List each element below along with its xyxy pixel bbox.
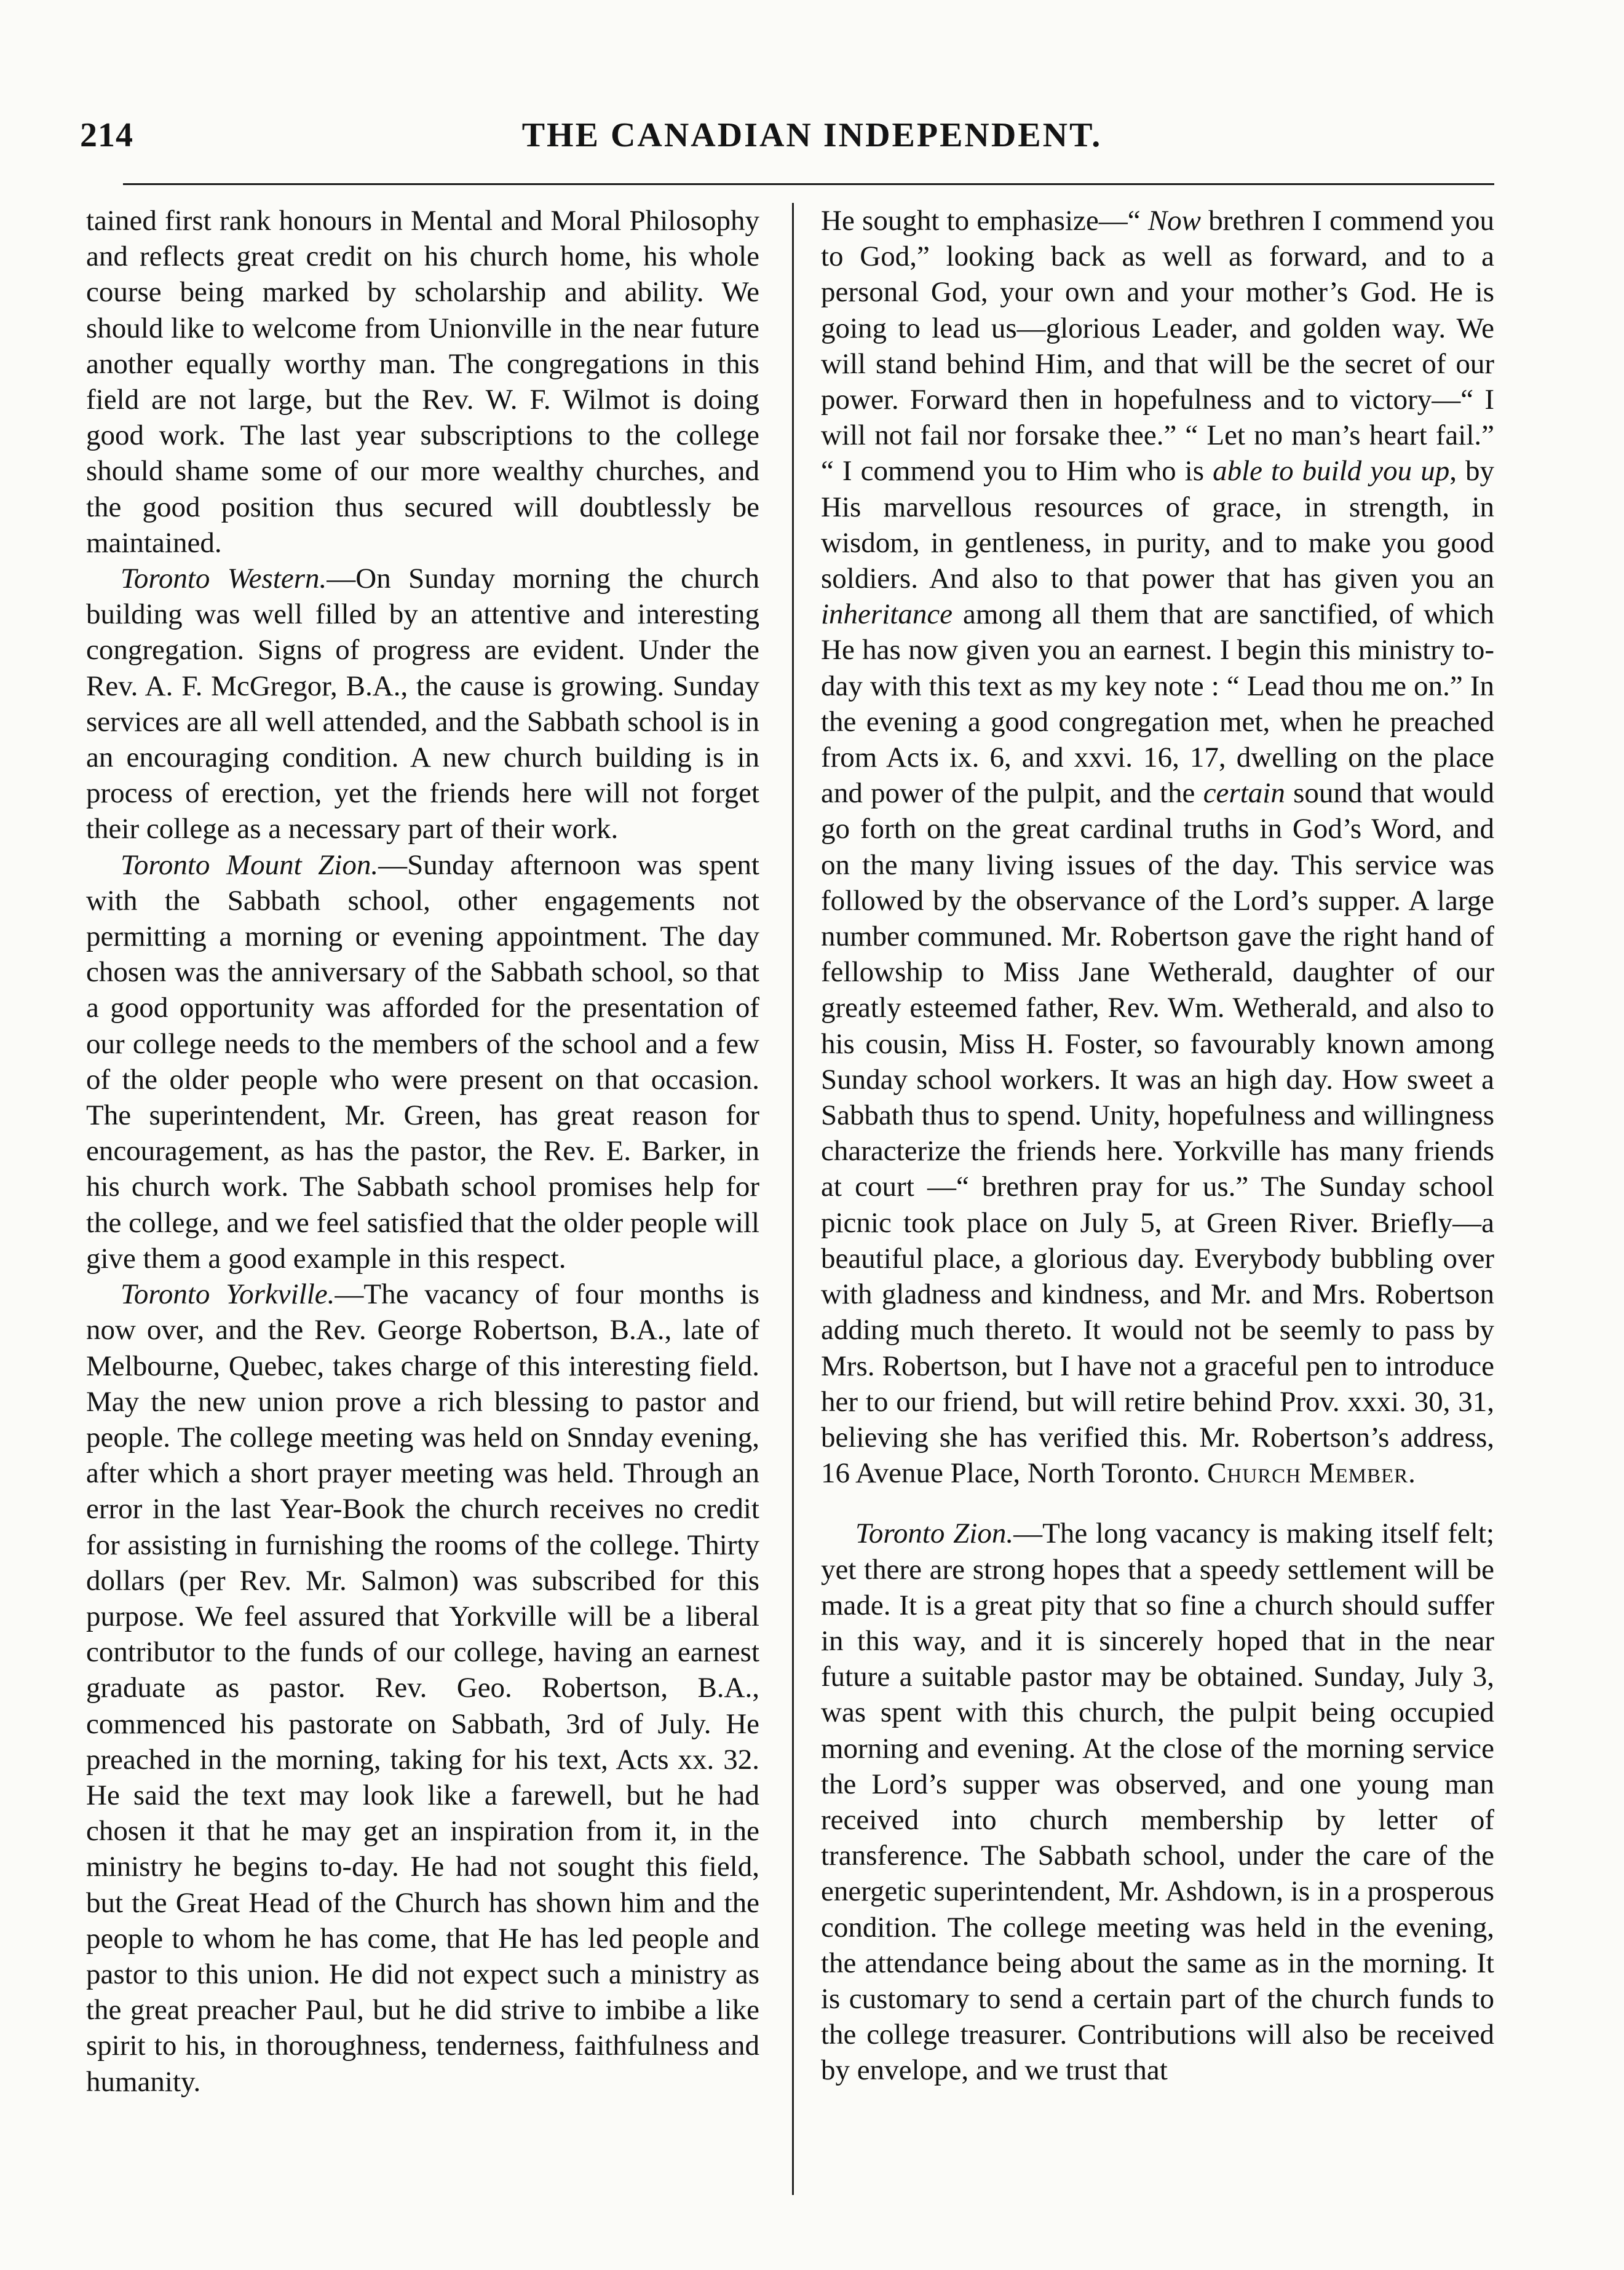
section-label: Toronto Mount Zion. [121,848,379,881]
toronto-mount-zion-paragraph [86,847,759,1276]
page-header [0,108,1624,176]
paragraph-text: tained first rank honours in Mental and Moral Philosophy and reflects great credit on his church home, his whole course being marked by scholarship and ability. We should like to welcome from Unionville in the near future another equally worthy man. The congregations in this field are not large, but the Rev. W. F. Wilmot is doing good work. The last year subscriptions to the college should shame some of our more wealthy churches, and the good position thus secured will doubtlessly be maintained. [86,205,759,559]
paragraph-text: —The long vacancy is making itself felt; yet there are strong hopes that a speedy settlement will be made. It is a great pity that so fine a church should suffer in this way, and it is sincerely hoped that in the near future a suitable pastor may be obtained. Sunday, July 3, was spent with this church, the pulpit being occupied morning and evening. At the close of the morning service the Lord’s supper was observed, and one young man received into church membership by letter of transference. The Sabbath school, under the care of the energetic superintendent, Mr. Ashdown, is in a prosperous condition. The college meeting was held in the evening, the attendance being about the same as in the morning. It is customary to send a certain part of the church funds to the college treasurer. Contributions will also be received by envelope, and we trust that [821,1517,1494,2087]
section-label: Toronto Zion. [855,1517,1014,1550]
header-rule [123,183,1494,185]
section-label: Toronto Western. [121,563,327,595]
signature: Church Member. [1207,1457,1416,1490]
italic-run: Now [1147,205,1202,237]
text-run: brethren I commend you to God,” looking back as well as forward, and to a personal God, your own and your mother’s God. He is going to lead us—glorious Leader, and golden way. We will stand behind Him, and that will be the secret of our power. Forward then in hopefulness and to victory—“ I will not fail nor forsake thee.” “ Let no man’s heart fail.” “ I commend you to Him who is [821,205,1494,488]
paragraph-text: —The vacancy of four months is now over, and the Rev. George Robertson, B.A., late of Melbourne, Quebec, takes charge of this interesting field. May the new union prove a rich blessing to pastor and people. The college meeting was held on Snnday evening, after which a short prayer meeting was held. Through an error in the last Year-Book the church receives no credit for assisting in furnishing the rooms of the college. Thirty dollars (per Rev. Mr. Salmon) was subscribed for this purpose. We feel assured that Yorkville will be a liberal contributor to the funds of our college, having an earnest graduate as pastor. Rev. Geo. Robertson, B.A., commenced his pastorate on Sabbath, 3rd of July. He preached in the morning, taking for his text, Acts xx. 32. He said the text may look like a farewell, but he had chosen it that he may get an inspiration from it, in the ministry he begins to-day. He had not sought this field, but the Great Head of the Church has shown him and the people to whom he has come, that He has led people and pastor to this union. He did not expect such a ministry as the great preacher Paul, but he did strive to imbibe a like spirit to his, in thoroughness, tenderness, faithfulness and humanity. [86,1278,759,2098]
paragraph-text: —On Sunday morning the church building was well filled by an attentive and interesting congregation. Signs of progress are evident. Under the Rev. A. F. McGregor, B.A., the cause is growing. Sunday services are all well attended, and the Sabbath school is in an encouraging condition. A new church building is in process of erection, yet the friends here will not forget their college as a necessary part of their work. [86,563,759,845]
article-body [86,203,1500,2201]
italic-run: certain [1203,777,1285,810]
column-divider [792,203,794,2195]
text-run: He sought to emphasize—“ [821,205,1148,237]
italic-run: able to build you up [1213,455,1450,488]
paragraph-text: —Sunday afternoon was spent with the Sabbath school, other engagements not permitting a morning or evening appointment. The day chosen was the anniversary of the Sabbath school, so that a good opportunity was afforded for the presentation of our college needs to the members of the school and a few of the older people who were present on that occasion. The superintendent, Mr. Green, has great reason for encouragement, as has the pastor, the Rev. E. Barker, in his church work. The Sabbath school promises help for the college, and we feel satisfied that the older people will give them a good example in this respect. [86,848,759,1275]
page-number: 214 [80,116,133,154]
unionville-paragraph [86,203,759,561]
text-run: sound that would go forth on the great cardinal truths in God’s Word, and on the many living issues of the day. This service was followed by the observance of the Lord’s supper. A large number communed. Mr. Robertson gave the right hand of fellowship to Miss Jane Wetherald, daughter of our greatly esteemed father, Rev. Wm. Wetherald, and also to his cousin, Miss H. Foster, so favourably known among Sunday school workers. It was an high day. How sweet a Sabbath thus to spend. Unity, hopefulness and willingness characterize the friends here. Yorkville has many friends at court —“ brethren pray for us.” The Sunday school picnic took place on July 5, at Green River. Briefly—a beautiful place, a glorious day. Everybody bubbling over with gladness and kindness, and Mr. and Mrs. Robertson adding much thereto. It would not be seemly to pass by Mrs. Robertson, but I have not a graceful pen to introduce her to our friend, but will retire behind Prov. xxxi. 30, 31, believing she has verified this. Mr. Robertson’s address, 16 Avenue Place, North Toronto. [821,777,1494,1490]
yorkville-continuation-paragraph [821,203,1494,1491]
toronto-zion-paragraph [821,1516,1494,2088]
toronto-yorkville-paragraph [86,1276,759,2100]
text-run: , by His marvellous resources of grace, in strength, in wisdom, in gentleness, in purity, and to make you good soldiers. And also to that power that has given you an [821,455,1494,595]
left-column [86,203,759,2201]
italic-run: inheritance [821,598,953,631]
right-column [821,203,1494,2201]
running-title: THE CANADIAN INDEPENDENT. [521,116,1103,154]
section-label: Toronto Yorkville. [121,1278,335,1311]
text-run: among all them that are sanctified, of which He has now given you an earnest. I begin this ministry to-day with this text as my key note : “ Lead thou me on.” In the evening a good congregation met, when he preached from Acts ix. 6, and xxvi. 16, 17, dwelling on the place and power of the pulpit, and the [821,598,1494,810]
toronto-western-paragraph [86,561,759,847]
